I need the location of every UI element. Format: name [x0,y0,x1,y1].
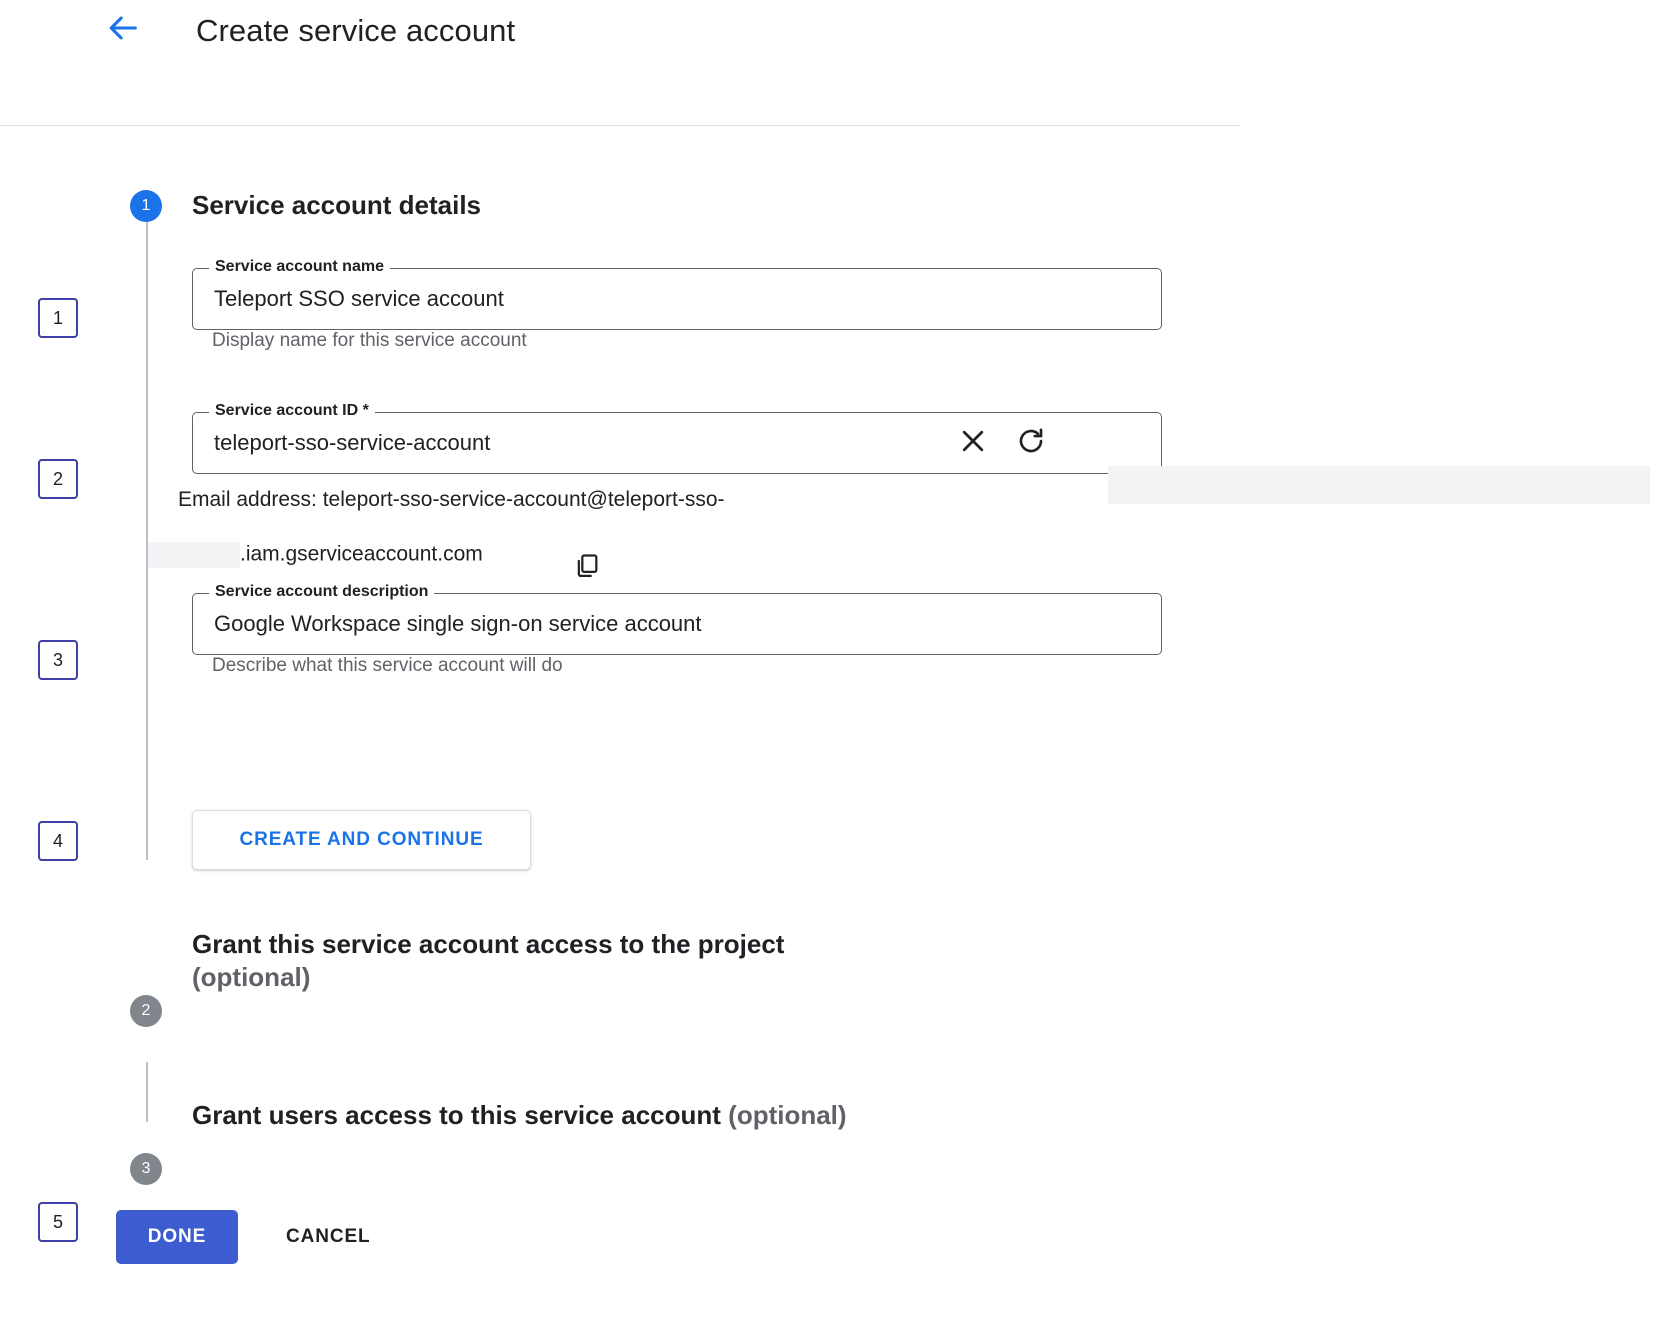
step-3-number: 3 [141,1160,151,1177]
service-account-name-value: Teleport SSO service account [214,286,504,311]
annotation-marker-2: 2 [38,459,78,499]
step-2-title-text: Grant this service account access to the project [192,929,785,959]
step2-connector [146,1062,148,1122]
step-2-optional-text: (optional) [192,961,311,992]
step-3-indicator [130,1153,162,1185]
back-button[interactable] [104,8,144,48]
cancel-button[interactable]: CANCEL [280,1210,377,1264]
service-account-name-input[interactable] [192,258,1162,330]
redacted-overlay-bar [1108,466,1650,504]
annotation-marker-4: 4 [38,821,78,861]
arrow-left-icon [107,11,141,45]
service-account-id-value: teleport-sso-service-account [214,430,491,455]
redacted-project-id [148,542,240,568]
refresh-icon [1016,426,1046,461]
service-account-description-help: Describe what this service account will do [212,655,563,676]
service-account-name-help: Display name for this service account [212,330,527,351]
step-1-number: 1 [141,197,151,214]
page-title: Create service account [196,13,516,48]
page-header [0,48,1240,126]
step1-connector [146,220,148,860]
step-3-title-text: Grant users access to this service account [192,1100,721,1130]
step-2-indicator [130,995,162,1027]
service-account-description-input[interactable] [192,583,1162,655]
annotation-marker-5: 5 [38,1202,78,1242]
service-account-id-input[interactable] [192,402,1162,474]
step-2-number: 2 [141,1002,151,1019]
copy-email-button[interactable] [573,552,601,580]
service-account-email-prefix: Email address: teleport-sso-service-account@teleport-sso- [178,488,725,511]
service-account-email-suffix: .iam.gserviceaccount.com [240,542,483,566]
service-account-email-line-1 [178,488,725,512]
service-account-name-label: Service account name [209,258,390,276]
step-2-title [192,928,1132,993]
annotation-marker-3: 3 [38,640,78,680]
service-account-email-line-2 [148,542,483,568]
create-and-continue-button[interactable]: CREATE AND CONTINUE [192,810,531,870]
step-1-title: Service account details [192,190,482,220]
step-3-optional-text: (optional) [728,1100,847,1130]
close-icon [958,426,988,461]
service-account-id-label: Service account ID * [209,402,375,420]
regenerate-service-account-id-button[interactable] [1011,423,1051,463]
copy-icon [573,567,601,584]
done-button[interactable]: DONE [116,1210,238,1264]
service-account-description-label: Service account description [209,583,434,601]
service-account-description-value: Google Workspace single sign-on service account [214,611,702,636]
step-1-indicator [130,190,162,222]
clear-service-account-id-button[interactable] [953,423,993,463]
annotation-marker-1: 1 [38,298,78,338]
step-3-title [192,1100,847,1131]
